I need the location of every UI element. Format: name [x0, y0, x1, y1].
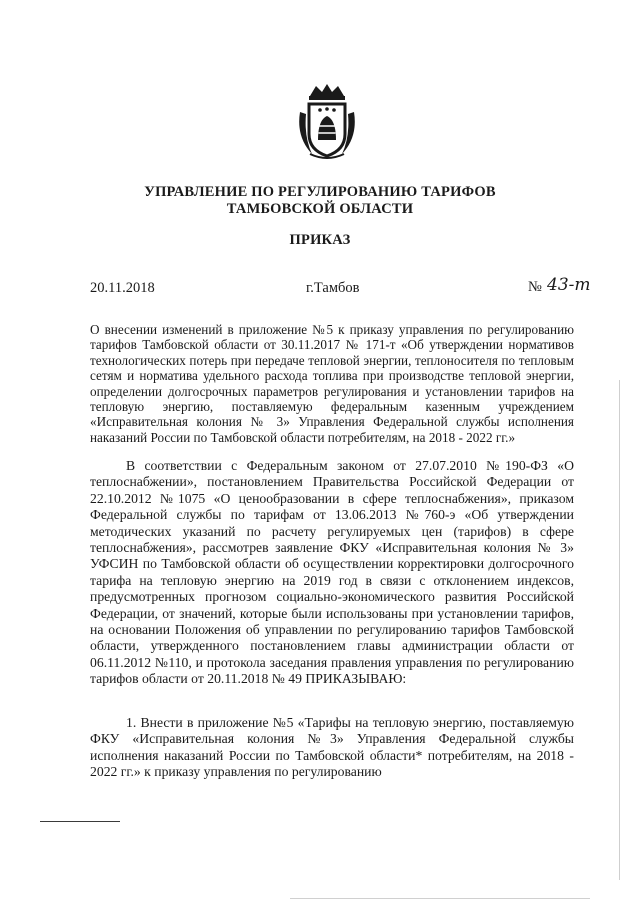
document-subject: О внесении изменений в приложение №5 к приказу управления по регулированию тарифов Тамбовской области от 30.11.2017 № 171-т «Об утверждении нормативов технологических потерь при передаче тепловой энергии, теплоносителя по тепловым сетям и норматива удельного расхода топлива при производстве тепловой энергии, определении долгосрочных параметров регулирования и установлении тарифов на тепловую энергию, поставляемую федеральным казенным учреждением «Исправительная колония № 3» Управления Федеральной службы исполнения наказаний России по Тамбовской области потребителям, на 2018 - 2022 гг.» — [90, 322, 574, 445]
order-item-1: 1. Внести в приложение №5 «Тарифы на тепловую энергию, поставляемую ФКУ «Исправительная колония №3» Управления Федеральной службы исполнения наказаний России по Тамбовской области* потребителям, на 2018 - 2022 гг.» к приказу управления по регулированию — [90, 715, 574, 780]
scan-bottom-edge — [290, 898, 590, 899]
document-date: 20.11.2018 — [90, 280, 155, 296]
document-type: ПРИКАЗ — [289, 232, 351, 248]
organization-region: ТАМБОВСКОЙ ОБЛАСТИ — [226, 201, 414, 217]
organization-name: УПРАВЛЕНИЕ ПО РЕГУЛИРОВАНИЮ ТАРИФОВ — [144, 184, 496, 200]
document-city: г.Тамбов — [306, 280, 360, 296]
scan-edge-line — [619, 380, 620, 880]
coat-of-arms-emblem — [296, 82, 358, 160]
document-number: 43-т — [547, 275, 591, 295]
footnote-separator — [40, 821, 120, 822]
preamble-paragraph: В соответствии с Федеральным законом от 27.07.2010 №190-ФЗ «О теплоснабжении», постановлением Правительства Российской Федерации от 22.10.2012 №1075 «О ценообразовании в сфере теплоснабжения», приказом Федеральной службы по тарифам от 13.06.2013 №760-э «Об утверждении методических указаний по расчету регулируемых цен (тарифов) в сфере теплоснабжения», рассмотрев заявление ФКУ «Исправительная колония № 3» УФСИН по Тамбовской области об осуществлении корректировки долгосрочного тарифа на тепловую энергию на 2019 год в связи с отклонением индексов, предусмотренных прогнозом социально-экономического развития Российской Федерации, от значений, которые были использованы при установлении тарифов, на основании Положения об управлении по регулированию тарифов Тамбовской области, утвержденного постановлением главы администрации области от 06.11.2012 №110, и протокола заседания правления управления по регулированию тарифов области от 20.11.2018 № 49 ПРИКАЗЫВАЮ: — [90, 458, 574, 687]
number-label: № — [528, 279, 542, 295]
